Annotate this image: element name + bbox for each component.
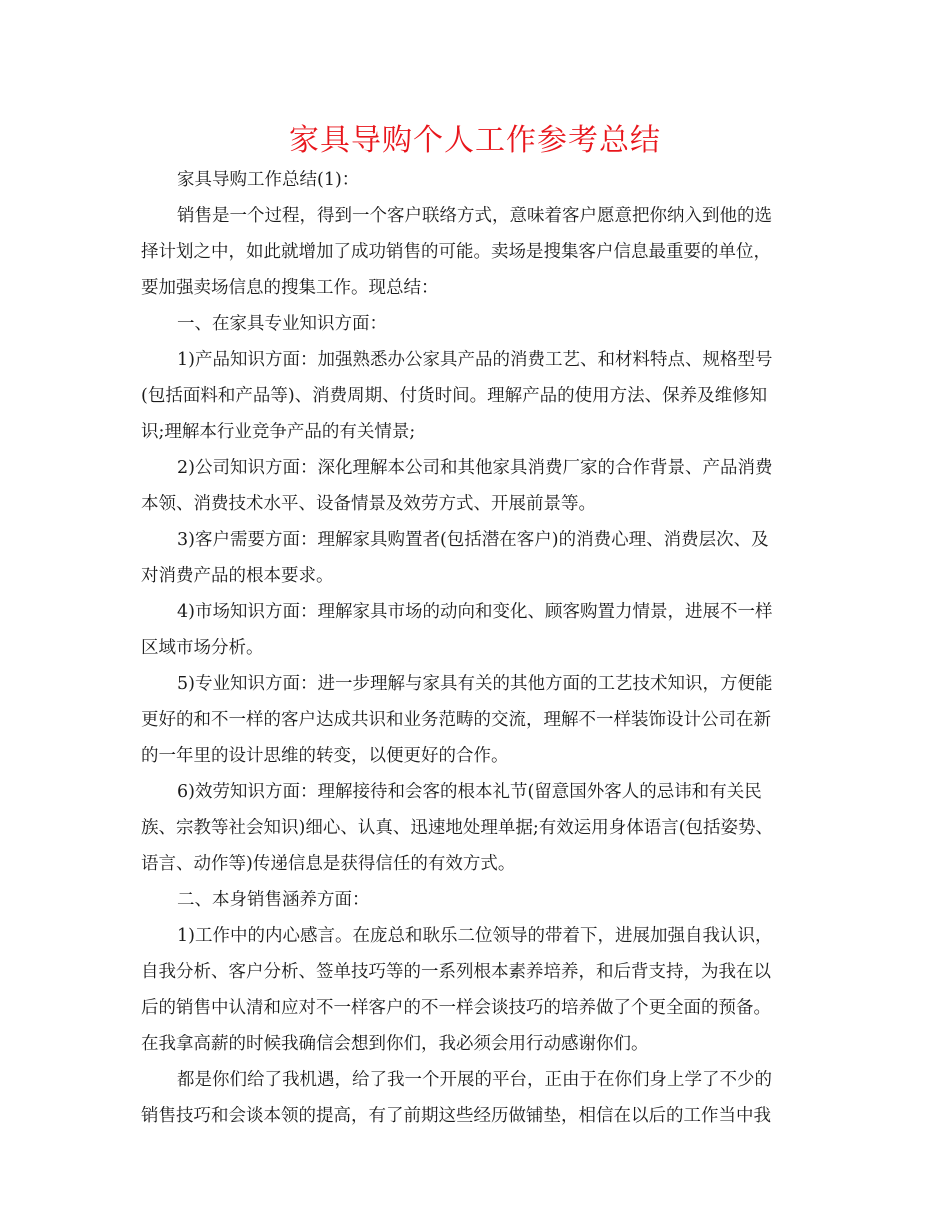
paragraph-line: 二、本身销售涵养方面： [177,890,370,910]
document-body [141,162,829,1134]
paragraph-line: 择计划之中，如此就增加了成功销售的可能。卖场是搜集客户信息最重要的单位， [141,242,771,262]
paragraph [141,1062,829,1134]
paragraph [141,882,829,918]
paragraph-line: 自我分析、客户分析、签单技巧等的一系列根本素养培养，和后背支持，为我在以 [141,962,771,982]
paragraph-line: 家具导购工作总结(1)： [177,170,360,190]
paragraph-line: 在我拿高薪的时候我确信会想到你们，我必须会用行动感谢你们。 [141,1034,649,1054]
paragraph-line: 要加强卖场信息的搜集工作。现总结： [141,278,439,298]
paragraph-line: 销售是一个过程，得到一个客户联络方式，意味着客户愿意把你纳入到他的选 [177,206,772,226]
paragraph-line: 本领、消费技术水平、设备情景及效劳方式、开展前景等。 [141,494,596,514]
paragraph-line: 区域市场分析。 [141,638,264,658]
paragraph-line: 识;理解本行业竞争产品的有关情景; [141,422,416,442]
paragraph [141,450,829,522]
paragraph-line: 都是你们给了我机遇，给了我一个开展的平台，正由于在你们身上学了不少的 [177,1070,772,1090]
paragraph-line: (包括面料和产品等)、消费周期、付货时间。理解产品的使用方法、保养及维修知 [141,386,768,406]
paragraph [141,522,829,594]
paragraph-line: 对消费产品的根本要求。 [141,566,334,586]
paragraph-line: 5)专业知识方面：进一步理解与家具有关的其他方面的工艺技术知识，方便能 [177,674,773,694]
paragraph-line: 1)工作中的内心感言。在庞总和耿乐二位领导的带着下，进展加强自我认识， [177,926,773,946]
paragraph [141,666,829,774]
paragraph [141,162,829,198]
paragraph-line: 族、宗教等社会知识)细心、认真、迅速地处理单据;有效运用身体语言(包括姿势、 [141,818,774,838]
document-title: 家具导购个人工作参考总结 [289,123,661,158]
paragraph-line: 3)客户需要方面：理解家具购置者(包括潜在客户)的消费心理、消费层次、及 [177,530,769,550]
paragraph-line: 6)效劳知识方面：理解接待和会客的根本礼节(留意国外客人的忌讳和有关民 [177,782,762,802]
paragraph-line: 2)公司知识方面：深化理解本公司和其他家具消费厂家的合作背景、产品消费 [177,458,773,478]
paragraph [141,198,829,306]
paragraph [141,306,829,342]
paragraph [141,342,829,450]
paragraph-line: 4)市场知识方面：理解家具市场的动向和变化、顾客购置力情景，进展不一样 [177,602,773,622]
paragraph [141,594,829,666]
paragraph-line: 1)产品知识方面：加强熟悉办公家具产品的消费工艺、和材料特点、规格型号 [177,350,773,370]
paragraph [141,774,829,882]
paragraph-line: 的一年里的设计思维的转变，以便更好的合作。 [141,746,509,766]
paragraph-line: 语言、动作等)传递信息是获得信任的有效方式。 [141,854,516,874]
paragraph-line: 一、在家具专业知识方面： [177,314,387,334]
paragraph-line: 后的销售中认清和应对不一样客户的不一样会谈技巧的培养做了个更全面的预备。 [141,998,771,1018]
paragraph-line: 更好的和不一样的客户达成共识和业务范畴的交流，理解不一样装饰设计公司在新 [141,710,771,730]
paragraph [141,918,829,1062]
paragraph-line: 销售技巧和会谈本领的提高，有了前期这些经历做铺垫，相信在以后的工作当中我 [141,1106,771,1126]
